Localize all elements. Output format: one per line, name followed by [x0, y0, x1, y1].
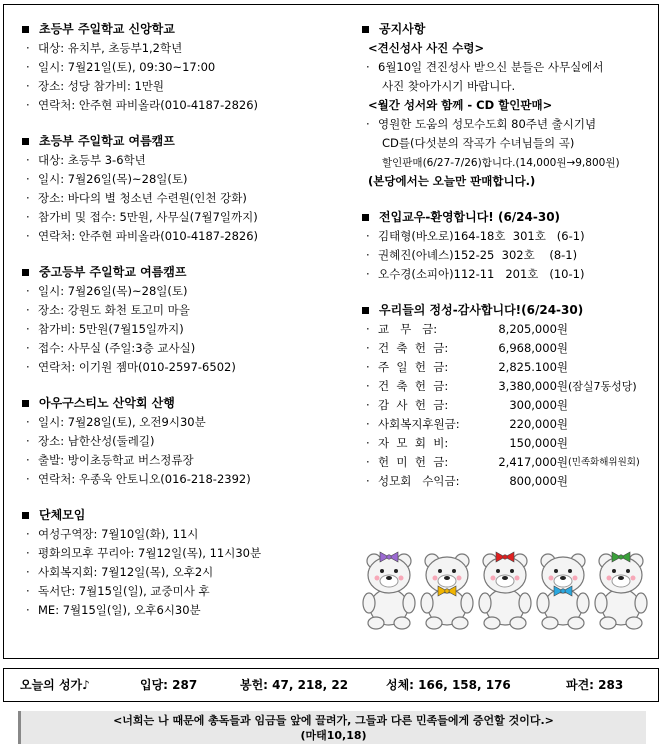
event-detail: 일시: 7월28일(토), 오전9시30분 — [38, 415, 206, 429]
welcome-line: 오수경(소피아)112-11 201호 (10-1) — [378, 267, 585, 281]
event-detail: 일시: 7월21일(토), 09:30~17:00 — [38, 60, 216, 74]
bulletin-box — [3, 4, 659, 659]
offering-amount: 2,417,000원 — [498, 455, 568, 469]
offering-amount: 220,000원 — [509, 417, 568, 431]
offering-label: 사회복지후원금: — [378, 417, 460, 431]
bullet-square-icon — [22, 26, 29, 33]
event-title: 아우구스티노 산악회 산행 — [39, 396, 175, 410]
bullet-square-icon — [22, 138, 29, 145]
event-detail: 연락처: 이기원 젬마(010-2597-6502) — [38, 360, 236, 374]
teddy-bear-icon — [363, 552, 415, 629]
teddy-bear-icon — [479, 552, 531, 629]
welcome-line: 권혜진(아녜스)152-25 302호 (8-1) — [378, 248, 578, 262]
offertory-hymn: 봉헌: 47, 218, 22 — [240, 678, 349, 692]
notice-line: CD를(다섯분의 작곡가 수녀님들의 곡) — [382, 136, 575, 150]
event-detail: 장소: 남한산성(둘레길) — [38, 434, 155, 448]
offering-row: · 자 모 회 비: 150,000원 — [362, 434, 662, 453]
offering-row: · 건 축 헌 금: 3,380,000원 (잠실7동성당) — [362, 377, 662, 396]
event-title: 중고등부 주일학교 여름캠프 — [39, 265, 187, 279]
bullet-square-icon — [22, 512, 29, 519]
bullet-square-icon — [362, 307, 369, 314]
event-detail: 대상: 유치부, 초등부1,2학년 — [38, 41, 183, 55]
event-section: 아우구스티노 산악회 산행 · 일시: 7월28일(토), 오전9시30분 · 장소: 남한산성(둘레길) · 출발: 방이초등학교 버스정류장 · 연락처: 우종욱 안토니오(016-218-2392) — [22, 393, 352, 489]
event-section: 초등부 주일학교 여름캠프 · 대상: 초등부 3-6학년 · 일시: 7월26일(목)~28일(토) · 장소: 바다의 별 청소년 수련원(인천 강화) · 참가비 및 접수: 5만원, 사무실(7월7일까지) · 연락처: 안주현 파비올라(010-4187-2826) — [22, 131, 352, 246]
notice-line: 영원한 도움의 성모수도회 80주년 출시기념 — [378, 117, 597, 131]
bullet-square-icon — [362, 214, 369, 221]
entrance-hymn: 입당: 287 — [140, 678, 198, 692]
notice-note: (본당에서는 오늘만 판매합니다.) — [368, 174, 536, 188]
offering-label: 헌 미 헌 금: — [378, 455, 449, 469]
notice-line: 6월10일 견진성사 받으신 분들은 사무실에서 — [378, 60, 604, 74]
event-detail: 참가비: 5만원(7월15일까지) — [38, 322, 184, 336]
recessional-hymn: 파견: 283 — [566, 678, 624, 692]
event-detail: 연락처: 안주현 파비올라(010-4187-2826) — [38, 229, 259, 243]
event-detail: 장소: 바다의 별 청소년 수련원(인천 강화) — [38, 191, 247, 205]
event-detail: 일시: 7월26일(목)~28일(토) — [38, 284, 188, 298]
bullet-square-icon — [22, 269, 29, 276]
thanks-title: 우리들의 정성-감사합니다!(6/24-30) — [379, 303, 584, 317]
offering-row: · 주 일 헌 금: 2,825.100원 — [362, 358, 662, 377]
offering-row: · 사회복지후원금: 220,000원 — [362, 415, 662, 434]
event-title: 단체모임 — [39, 508, 86, 522]
welcome-title: 전입교우-환영합니다! (6/24-30) — [379, 210, 561, 224]
event-detail: 장소: 성당 참가비: 1만원 — [38, 79, 165, 93]
offering-amount: 2,825.100원 — [498, 360, 568, 374]
offering-label: 주 일 헌 금: — [378, 360, 449, 374]
event-section: 중고등부 주일학교 여름캠프 · 일시: 7월26일(목)~28일(토) · 장소: 강원도 화천 토고미 마을 · 참가비: 5만원(7월15일까지) · 접수: 사무실 (주일:3층 교사실) · 연락처: 이기원 젬마(010-2597-6502) — [22, 262, 352, 377]
left-column — [22, 19, 352, 636]
notice-subtitle-photo: <견신성사 사진 수령> — [368, 41, 485, 55]
event-detail: 여성구역장: 7월10일(화), 11시 — [38, 527, 199, 541]
offering-label: 자 모 회 비: — [378, 436, 449, 450]
offering-label: 감 사 헌 금: — [378, 398, 449, 412]
event-detail: 평화의모후 꾸리아: 7월12일(목), 11시30분 — [38, 546, 262, 560]
offering-amount: 800,000원 — [509, 474, 568, 488]
notice-subtitle-cd: <월간 성서와 함께 - CD 할인판매> — [368, 98, 553, 112]
offering-row: · 교 무 금: 8,205,000원 — [362, 320, 662, 339]
offering-amount: 300,000원 — [509, 398, 568, 412]
welcome-line: 김태형(바오로)164-18호 301호 (6-1) — [378, 229, 585, 243]
thanks-list — [362, 320, 662, 491]
right-column — [362, 19, 662, 507]
offering-label: 교 무 금: — [378, 322, 438, 336]
event-detail: 참가비 및 접수: 5만원, 사무실(7월7일까지) — [38, 210, 258, 224]
event-detail: 연락처: 안주현 파비올라(010-4187-2826) — [38, 98, 259, 112]
offering-note: (잠실7동성당) — [568, 380, 637, 393]
verse-text: <너희는 나 때문에 총독들과 임금들 앞에 끌려가, 그들과 다른 민족들에게 증언할 것이다.> — [113, 714, 554, 727]
offering-amount: 6,968,000원 — [498, 341, 568, 355]
notice-line: 할인판매(6/27-7/26)합니다.(14,000원→9,800원) — [382, 157, 620, 169]
event-section: 초등부 주일학교 신앙학교 · 대상: 유치부, 초등부1,2학년 · 일시: 7월21일(토), 09:30~17:00 · 장소: 성당 참가비: 1만원 · 연락처: 안주현 파비올라(010-4187-2826) — [22, 19, 352, 115]
notice-title: 공지사항 — [379, 22, 426, 36]
welcome-section: 전입교우-환영합니다! (6/24-30) · 김태형(바오로)164-18호 301호 (6-1) · 권혜진(아녜스)152-25 302호 (8-1) · 오수경(소피아)112-11 201호 (10-1) — [362, 207, 662, 284]
teddy-bear-icon — [537, 554, 589, 629]
event-detail: 출발: 방이초등학교 버스정류장 — [38, 453, 194, 467]
notice-section: 공지사항 <견신성사 사진 수령> · 6월10일 견진성사 받으신 분들은 사무실에서 사진 찾아가시기 바랍니다. <월간 성서와 함께 - CD 할인판매> · 영원한 도움의 성모수도회 80주년 출시기념 CD를(다섯분의 작곡가 수녀님들의 곡) 할인판매(6/27-7/26)합니다.(14,000원→9,800원) (본당에서는 오늘만 판매합니다.) — [362, 19, 662, 191]
event-detail: ME: 7월15일(일), 오후6시30분 — [38, 603, 201, 617]
event-section: 단체모임 · 여성구역장: 7월10일(화), 11시 · 평화의모후 꾸리아: 7월12일(목), 11시30분 · 사회복지회: 7월12일(목), 오후2시 · 독서단: 7월15일(일), 교중미사 후 · ME: 7월15일(일), 오후6시30분 — [22, 505, 352, 620]
event-detail: 연락처: 우종욱 안토니오(016-218-2392) — [38, 472, 251, 486]
event-detail: 장소: 강원도 화천 토고미 마을 — [38, 303, 190, 317]
event-detail: 대상: 초등부 3-6학년 — [38, 153, 146, 167]
teddy-bear-icon — [421, 554, 473, 629]
offering-label: 건 축 헌 금: — [378, 341, 449, 355]
bullet-square-icon — [362, 26, 369, 33]
offering-amount: 8,205,000원 — [498, 322, 568, 336]
teddy-bear-icon — [595, 552, 647, 629]
event-detail: 일시: 7월26일(목)~28일(토) — [38, 172, 188, 186]
hymn-label: 오늘의 성가♪ — [20, 678, 90, 692]
notice-line: 사진 찾아가시기 바랍니다. — [382, 79, 516, 93]
bullet-square-icon — [22, 400, 29, 407]
event-title: 초등부 주일학교 여름캠프 — [39, 134, 175, 148]
bible-verse — [18, 711, 646, 744]
offering-note: (민족화해위원회) — [568, 457, 640, 468]
offering-row: · 헌 미 헌 금: 2,417,000원 (민족화해위원회) — [362, 453, 662, 472]
event-detail: 접수: 사무실 (주일:3층 교사실) — [38, 341, 196, 355]
offering-row: · 성모회 수익금: 800,000원 — [362, 472, 662, 491]
offering-label: 건 축 헌 금: — [378, 379, 449, 393]
offering-row: · 감 사 헌 금: 300,000원 — [362, 396, 662, 415]
offering-amount: 3,380,000원 — [498, 379, 568, 393]
offering-amount: 150,000원 — [509, 436, 568, 450]
hymn-stats-bar — [3, 668, 659, 702]
verse-reference: (마태10,18) — [300, 729, 367, 742]
event-title: 초등부 주일학교 신앙학교 — [39, 22, 175, 36]
offering-label: 성모회 수익금: — [378, 474, 460, 488]
thanks-section — [362, 300, 662, 491]
event-detail: 독서단: 7월15일(일), 교중미사 후 — [38, 584, 210, 598]
event-detail: 사회복지회: 7월12일(목), 오후2시 — [38, 565, 214, 579]
offering-row: · 건 축 헌 금: 6,968,000원 — [362, 339, 662, 358]
communion-hymn: 성체: 166, 158, 176 — [386, 678, 511, 692]
teddy-bears-illustration — [359, 547, 657, 631]
